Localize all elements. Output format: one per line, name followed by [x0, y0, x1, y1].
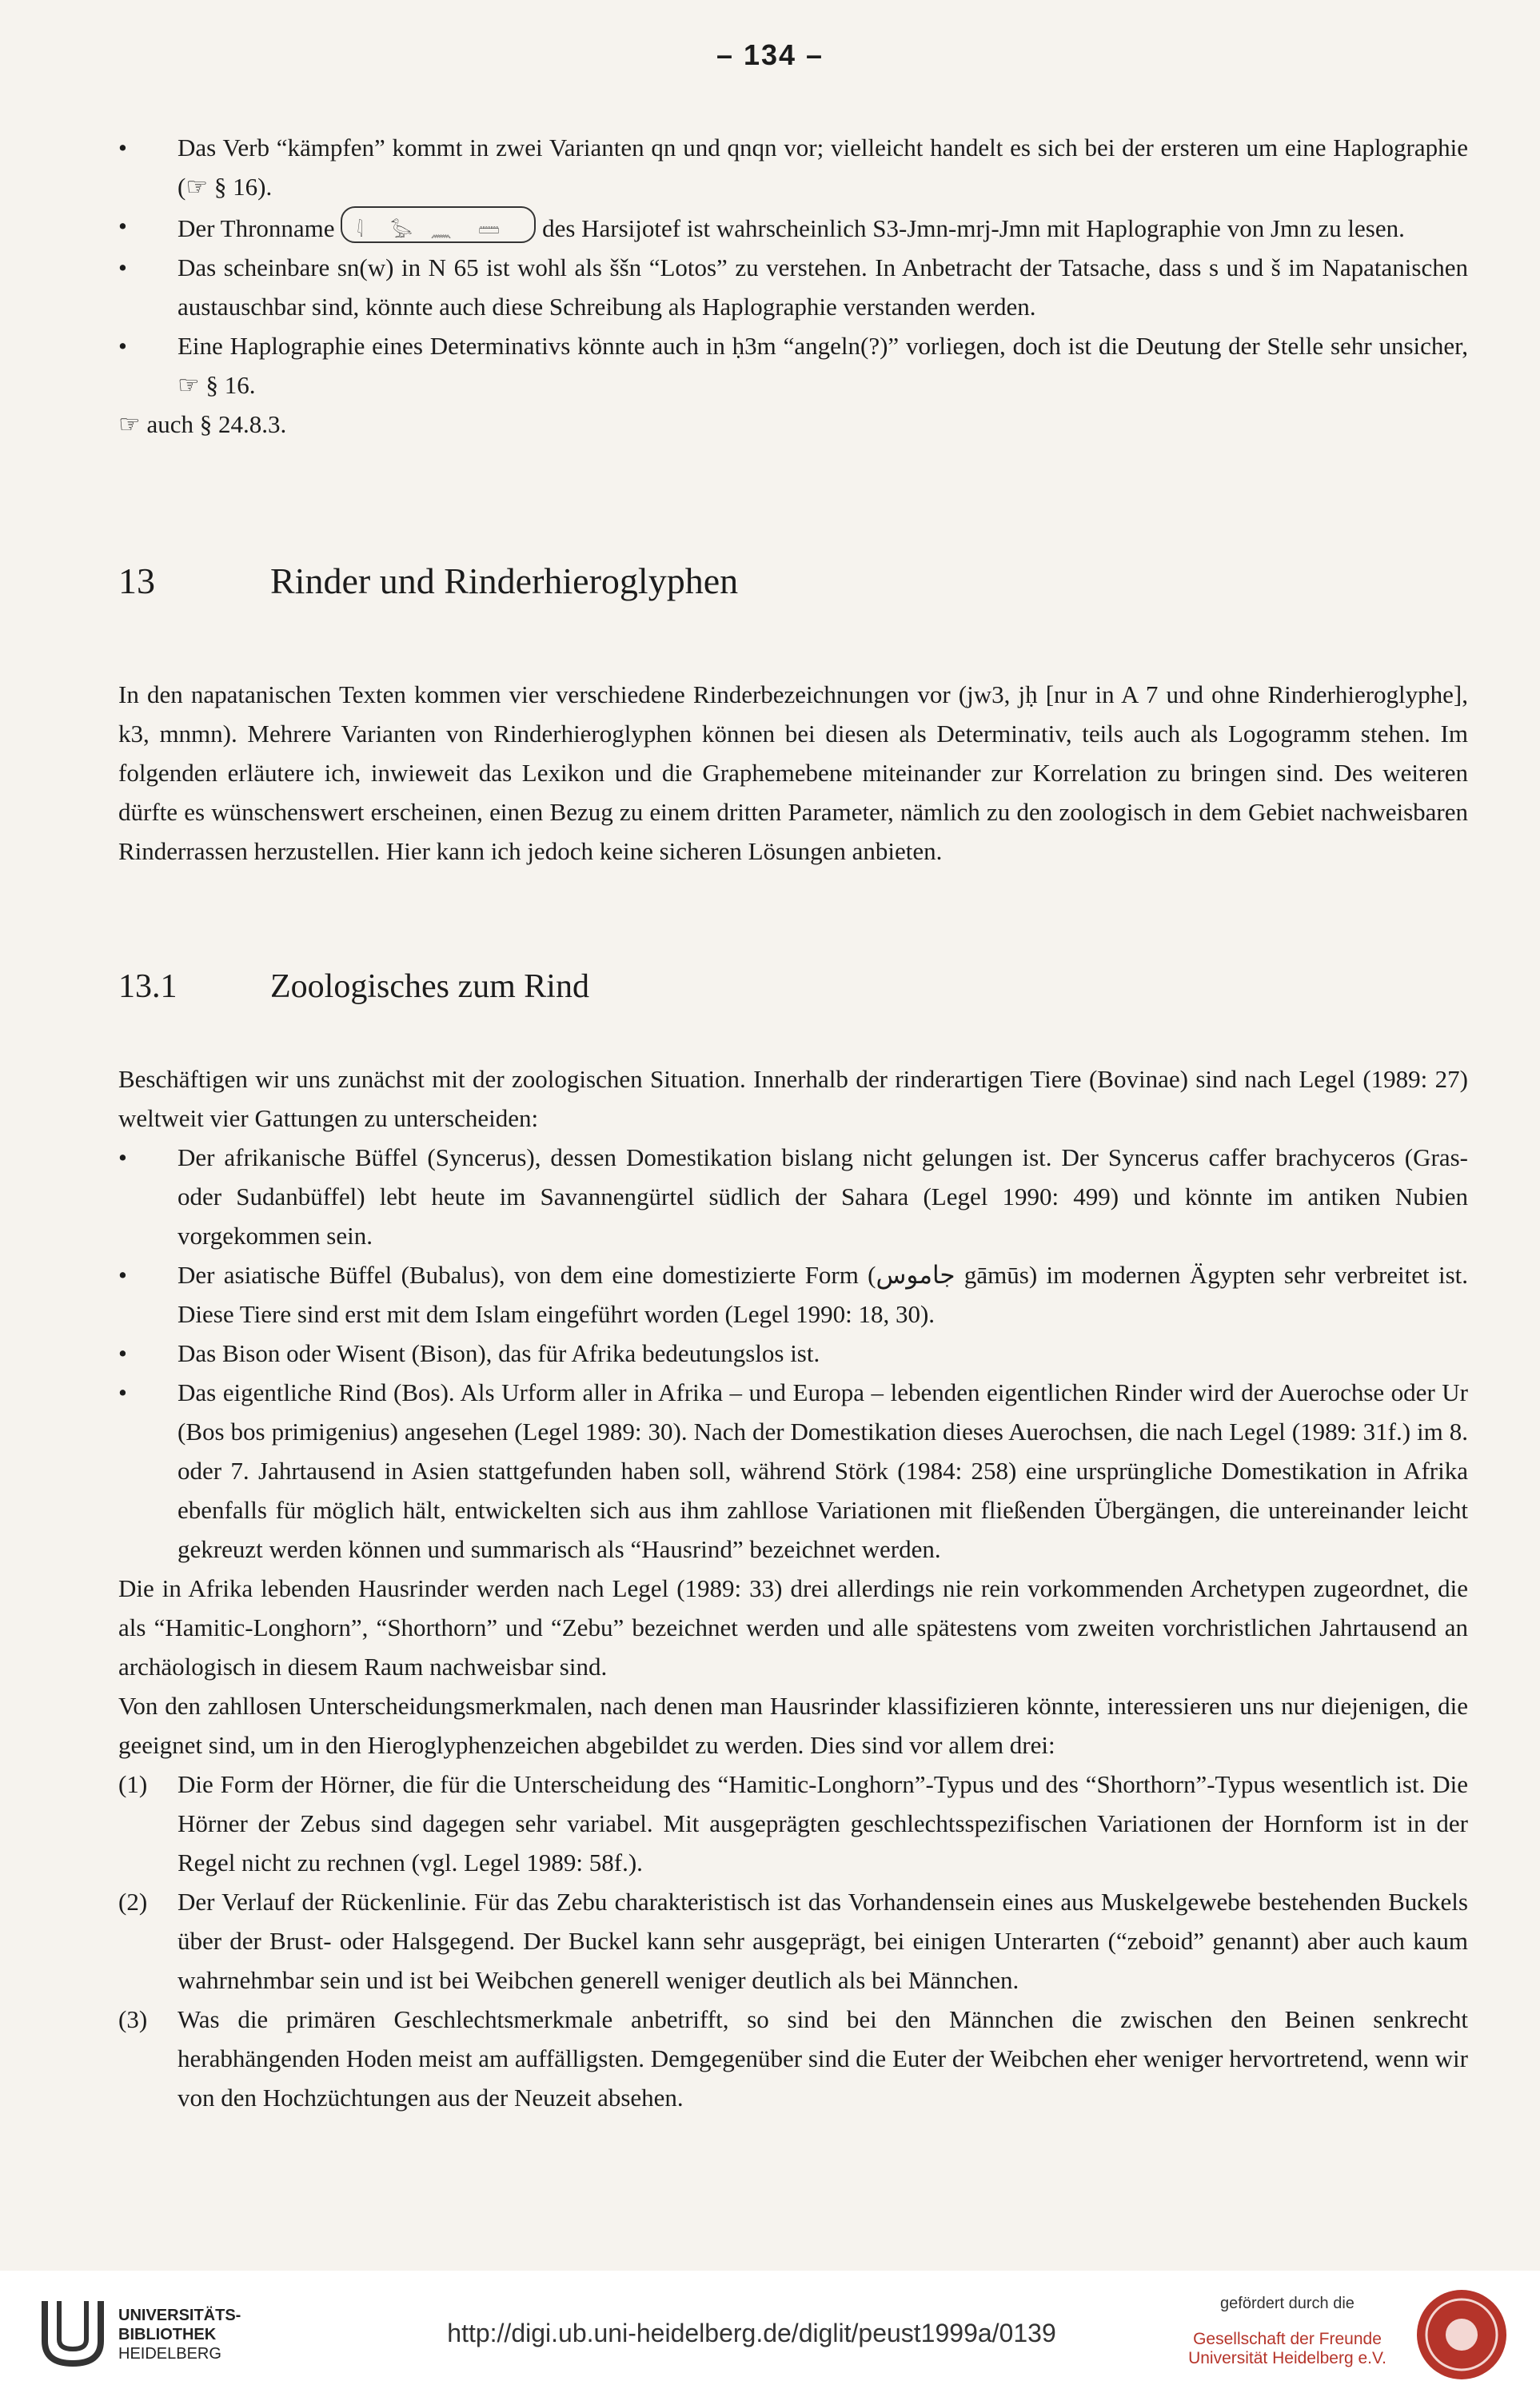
university-seal-icon: [1414, 2287, 1510, 2383]
library-line: BIBLIOTHEK: [118, 2326, 217, 2343]
bullet-text: Der asiatische Büffel (Bubalus), von dem eine domestizierte Form (جاموس gāmūs) im modernen Ägypten sehr verbreitet ist. Diese Tiere sind erst mit dem Islam eingeführt worden (Legel 1990: 18, 30).: [178, 1261, 1468, 1328]
digitization-footer: [0, 2271, 1540, 2393]
reed-hieroglyph-icon: 𓇋: [357, 221, 363, 241]
section-number: 13: [118, 560, 155, 601]
haplography-bullets: [118, 128, 1468, 444]
water-hieroglyph-icon: 𓈖: [430, 221, 452, 241]
see-also-reference: ☞ auch § 24.8.3.: [118, 410, 287, 438]
criterion-text: Die Form der Hörner, die für die Unterscheidung des “Hamitic-Longhorn”-Typus und des “Shorthorn”-Typus wesentlich ist. Die Hörner der Zebus sind dagegen sehr variabel. Mit ausgeprägten geschlechtsspezifischen Variationen der Hornform ist in der Regel nicht zu rechnen (vgl. Legel 1989: 58f.).: [178, 1770, 1468, 1877]
bullet-text-before: Der Thronname: [178, 214, 335, 242]
board-hieroglyph-icon: 𓏠: [478, 221, 500, 241]
criterion-text: Was die primären Geschlechtsmerkmale anbetrifft, so sind bei den Männchen die zwischen den Beinen senkrecht herabhängenden Hoden meist am auffälligsten. Demgegenüber sind die Euter der Weibchen eher weniger hervortretend, wenn wir von den Hochzüchtungen aus der Neuzeit absehen.: [178, 2005, 1468, 2112]
bullet-dot: •: [118, 1143, 127, 1171]
library-line: UNIVERSITÄTS-: [118, 2307, 241, 2324]
archetypes-paragraph: Die in Afrika lebenden Hausrinder werden nach Legel (1989: 33) drei allerdings nie rein vorkommenden Archetypen zugeordnet, die als “Hamitic-Longhorn”, “Shorthorn” und “Zebu” bezeichnet werden und alle spätestens vom zweiten vorchristlichen Jahrtausend an archäologisch in diesem Raum nachweisbar sind.: [118, 1574, 1468, 1681]
criterion-number: (3): [118, 2005, 148, 2033]
bullet-item-thronname: [118, 206, 1468, 248]
genus-bullet: [118, 1138, 1468, 1255]
bullet-dot: •: [118, 1339, 127, 1367]
bullet-dot: •: [118, 134, 127, 162]
bullet-item: [118, 128, 1468, 206]
library-logo-icon: [37, 2293, 109, 2371]
bullet-dot: •: [118, 253, 127, 281]
criterion-text: Der Verlauf der Rückenlinie. Für das Zebu charakteristisch ist das Vorhandensein eines aus Muskelgewebe bestehenden Buckels über der Brust- oder Halsgegend. Der Buckel kann sehr ausgeprägt, bei einigen Unterarten (“zeboid” genannt) aber auch kaum wahrnehmbar sein und ist bei Weibchen generell weniger deutlich als bei Männchen.: [178, 1888, 1468, 1994]
library-line: HEIDELBERG: [118, 2345, 221, 2363]
section-13-1-heading: [118, 967, 589, 1006]
bird-hieroglyph-icon: 𓅭: [390, 221, 413, 241]
criterion-item: [118, 1765, 1468, 1882]
sponsor-line: Gesellschaft der Freunde: [1193, 2330, 1382, 2348]
intro-paragraph: Beschäftigen wir uns zunächst mit der zoologischen Situation. Innerhalb der rinderartigen Tiere (Bovinae) sind nach Legel (1989: 27) weltweit vier Gattungen zu unterscheiden:: [118, 1065, 1468, 1132]
section-number: 13.1: [118, 968, 178, 1005]
genus-bullet: [118, 1255, 1468, 1334]
sponsor-name: [1183, 2330, 1391, 2368]
bullet-item: [118, 326, 1468, 405]
bullet-dot: •: [118, 1378, 127, 1406]
bullet-dot: •: [118, 212, 127, 240]
bullet-text: Eine Haplographie eines Determinativs könnte auch in ḥ3m “angeln(?)” vorliegen, doch ist die Deutung der Stelle sehr unsicher, ☞ § 16.: [178, 332, 1468, 399]
section-13-paragraph: In den napatanischen Texten kommen vier verschiedene Rinderbezeichnungen vor (jw3, jḥ [nur in A 7 und ohne Rinderhieroglyphe], k3, mnmn). Mehrere Varianten von Rinderhieroglyphen können bei diesen als Determinativ, teils auch als Logogramm stehen. Im folgenden erläutere ich, inwieweit das Lexikon und die Graphemebene miteinander zur Korrelation zu bringen sind. Des weiteren dürfte es wünschenswert erscheinen, einen Bezug zu einem dritten Parameter, nämlich zu den zoologisch in dem Gebiet nachweisbaren Rinderrassen herzustellen. Hier kann ich jedoch keine sicheren Lösungen anbieten.: [118, 680, 1468, 865]
cartouche-hieroglyph: [341, 206, 536, 243]
section-title: Zoologisches zum Rind: [270, 968, 589, 1005]
section-13-heading: [118, 560, 738, 602]
sponsor-label: gefördert durch die: [1220, 2295, 1354, 2312]
section-title: Rinder und Rinderhieroglyphen: [270, 560, 739, 601]
permalink-url[interactable]: http://digi.ub.uni-heidelberg.de/diglit/peust1999a/0139: [447, 2319, 1056, 2347]
criterion-item: [118, 2000, 1468, 2117]
bullet-text: Das scheinbare sn(w) in N 65 ist wohl als ššn “Lotos” zu verstehen. In Anbetracht der Tatsache, dass s und š im Napatanischen austauschbar sind, könnte auch diese Schreibung als Haplographie verstanden werden.: [178, 253, 1468, 321]
section-13-1-body: [118, 1059, 1468, 2117]
sponsor-line: Universität Heidelberg e.V.: [1188, 2349, 1386, 2367]
bullet-item: [118, 248, 1468, 326]
criteria-paragraph: Von den zahllosen Unterscheidungsmerkmalen, nach denen man Hausrinder klassifizieren könnte, interessieren uns nur diejenigen, die geeignet sind, um in den Hieroglyphenzeichen abgebildet zu werden. Dies sind vor allem drei:: [118, 1692, 1468, 1759]
bullet-dot: •: [118, 1261, 127, 1289]
criterion-item: [118, 1882, 1468, 2000]
criterion-number: (1): [118, 1770, 148, 1798]
bullet-text: Das Bison oder Wisent (Bison), das für Afrika bedeutungslos ist.: [178, 1339, 820, 1367]
genus-bullet: [118, 1373, 1468, 1569]
genus-bullet: [118, 1334, 1468, 1373]
bullet-text: Der afrikanische Büffel (Syncerus), dessen Domestikation bislang nicht gelungen ist. Der Syncerus caffer brachyceros (Gras- oder Sudanbüffel) lebt heute im Savannengürtel südlich der Sahara (Legel 1990: 499) und könnte im antiken Nubien vorgekommen sein.: [178, 1143, 1468, 1250]
bullet-text: Das eigentliche Rind (Bos). Als Urform aller in Afrika – und Europa – lebenden eigentlichen Rinder wird der Auerochse oder Ur (Bos bos primigenius) angesehen (Legel 1989: 30). Nach der Domestikation dieses Auerochsen, die nach Legel (1989: 31f.) im 8. oder 7. Jahrtausend in Asien stattgefunden haben soll, während Störk (1984: 258) eine ursprüngliche Domestikation in Afrika ebenfalls für möglich hält, entwickelten sich aus ihm zahllose Variationen mit fließenden Übergängen, die untereinander leicht gekreuzt werden können und summarisch als “Hausrind” bezeichnet werden.: [178, 1378, 1468, 1563]
page-number: – 134 –: [716, 38, 824, 71]
bullet-dot: •: [118, 332, 127, 360]
criterion-number: (2): [118, 1888, 148, 1916]
bullet-text: Das Verb “kämpfen” kommt in zwei Varianten qn und qnqn vor; vielleicht handelt es sich bei der ersteren um eine Haplographie (☞ § 16).: [178, 134, 1468, 201]
library-name: [118, 2306, 241, 2363]
bullet-text-after: des Harsijotef ist wahrscheinlich S3-Jmn-mrj-Jmn mit Haplographie von Jmn zu lesen.: [542, 214, 1405, 242]
